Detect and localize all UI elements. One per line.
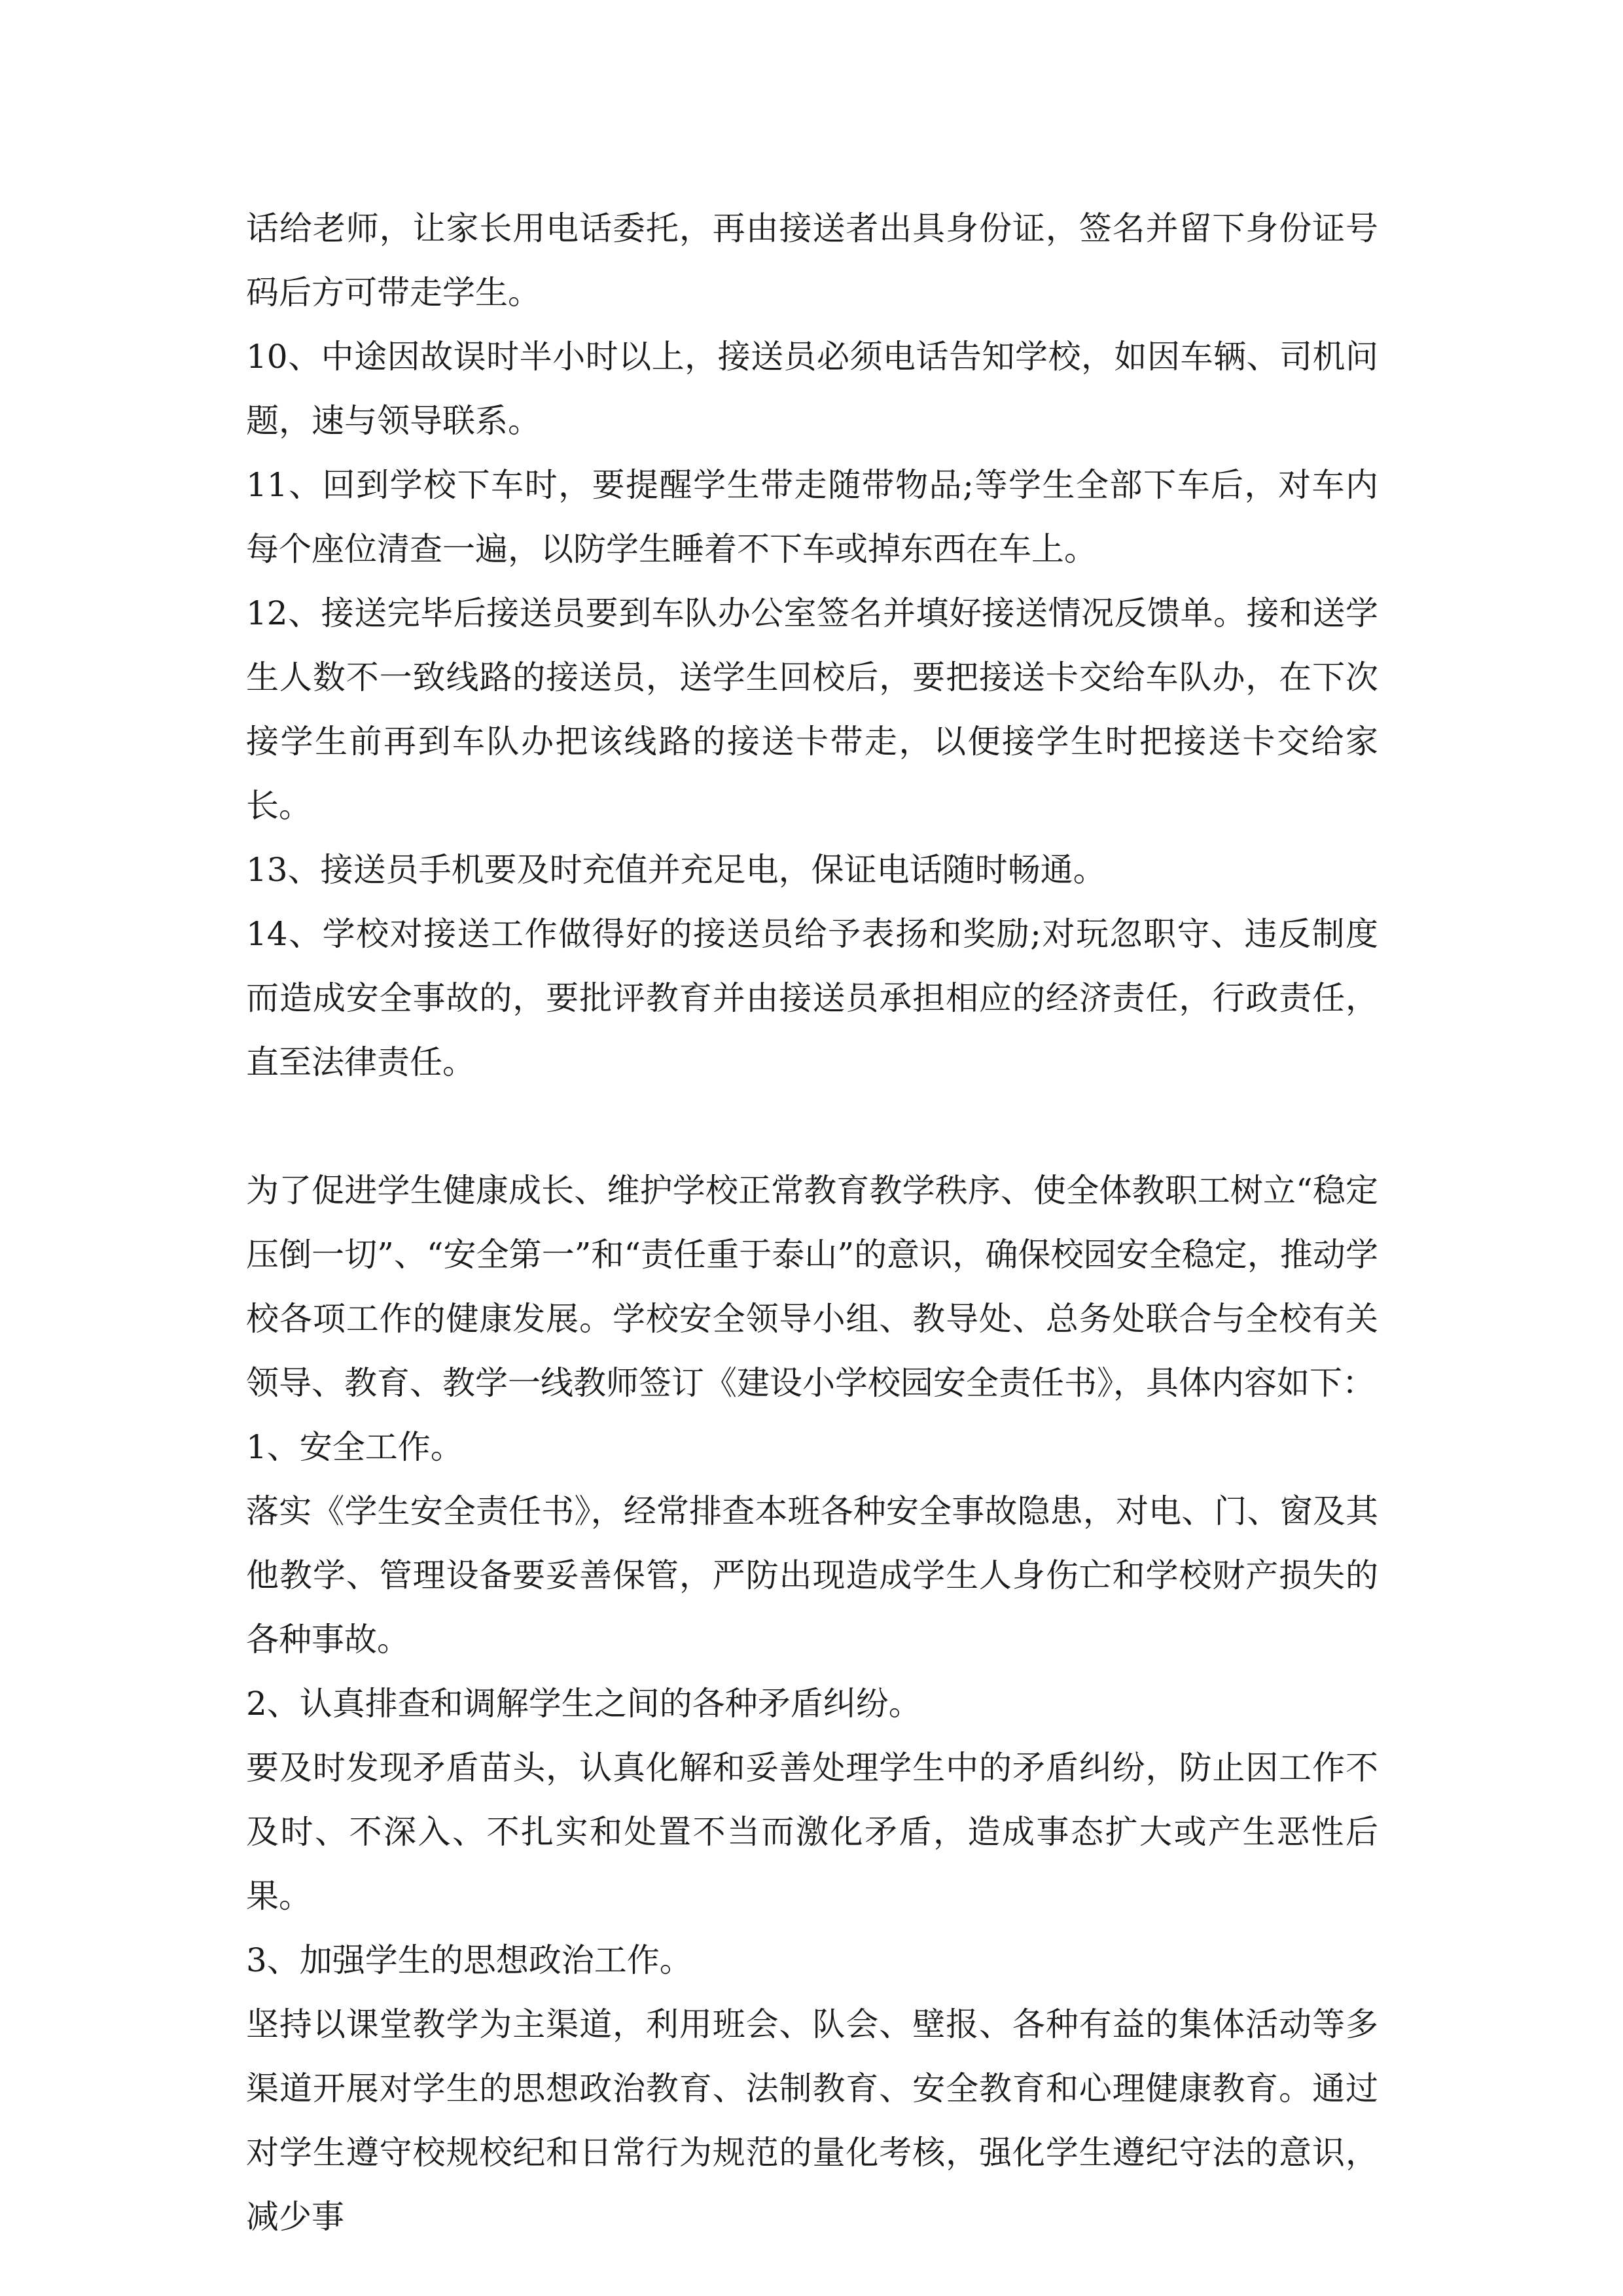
section-heading-2: 2、认真排查和调解学生之间的各种矛盾纠纷。 — [246, 1685, 921, 1723]
rule-item-14: 14、学校对接送工作做得好的接送员给予表扬和奖励;对玩忽职守、违反制度而造成安全事故的，要批评教育并由接送员承担相应的经济责任，行政责任，直至法律责任。 — [246, 915, 1378, 1081]
section-body-3: 坚持以课堂教学为主渠道，利用班会、队会、壁报、各种有益的集体活动等多渠道开展对学生的思想政治教育、法制教育、安全教育和心理健康教育。通过对学生遵守校规校纪和日常行为规范的量化考核，强化学生遵纪守法的意识，减少事 — [246, 2005, 1378, 2236]
section-heading-3: 3、加强学生的思想政治工作。 — [246, 1941, 692, 1979]
section-body-1: 落实《学生安全责任书》，经常排查本班各种安全事故隐患，对电、门、窗及其他教学、管理设备要妥善保管，严防出现造成学生人身伤亡和学校财产损失的各种事故。 — [246, 1492, 1378, 1659]
intro-paragraph: 为了促进学生健康成长、维护学校正常教育教学秩序、使全体教职工树立“稳定压倒一切”、“安全第一”和“责任重于泰山”的意识，确保校园安全稳定，推动学校各项工作的健康发展。学校安全领导小组、教导处、总务处联合与全校有关领导、教育、教学一线教师签订《建设小学校园安全责任书》，具体内容如下： — [246, 1172, 1378, 1402]
rule-item-12: 12、接送完毕后接送员要到车队办公室签名并填好接送情况反馈单。接和送学生人数不一致线路的接送员，送学生回校后，要把接送卡交给车队办，在下次接学生前再到车队办把该线路的接送卡带走，以便接学生时把接送卡交给家长。 — [246, 594, 1378, 825]
rule-item-11: 11、回到学校下车时，要提醒学生带走随带物品;等学生全部下车后，对车内每个座位清查一遍，以防学生睡着不下车或掉东西在车上。 — [246, 466, 1378, 568]
rule-item-10: 10、中途因故误时半小时以上，接送员必须电话告知学校，如因车辆、司机问题，速与领导联系。 — [246, 338, 1378, 440]
document-body — [246, 196, 1378, 2249]
section-gap — [246, 1094, 1378, 1158]
paragraph-continuation: 话给老师，让家长用电话委托，再由接送者出具身份证，签名并留下身份证号码后方可带走学生。 — [246, 209, 1378, 312]
section-body-2: 要及时发现矛盾苗头，认真化解和妥善处理学生中的矛盾纠纷，防止因工作不及时、不深入、不扎实和处置不当而激化矛盾，造成事态扩大或产生恶性后果。 — [246, 1749, 1378, 1915]
section-heading-1: 1、安全工作。 — [246, 1428, 463, 1466]
rule-item-13: 13、接送员手机要及时充值并充足电，保证电话随时畅通。 — [246, 851, 1106, 889]
